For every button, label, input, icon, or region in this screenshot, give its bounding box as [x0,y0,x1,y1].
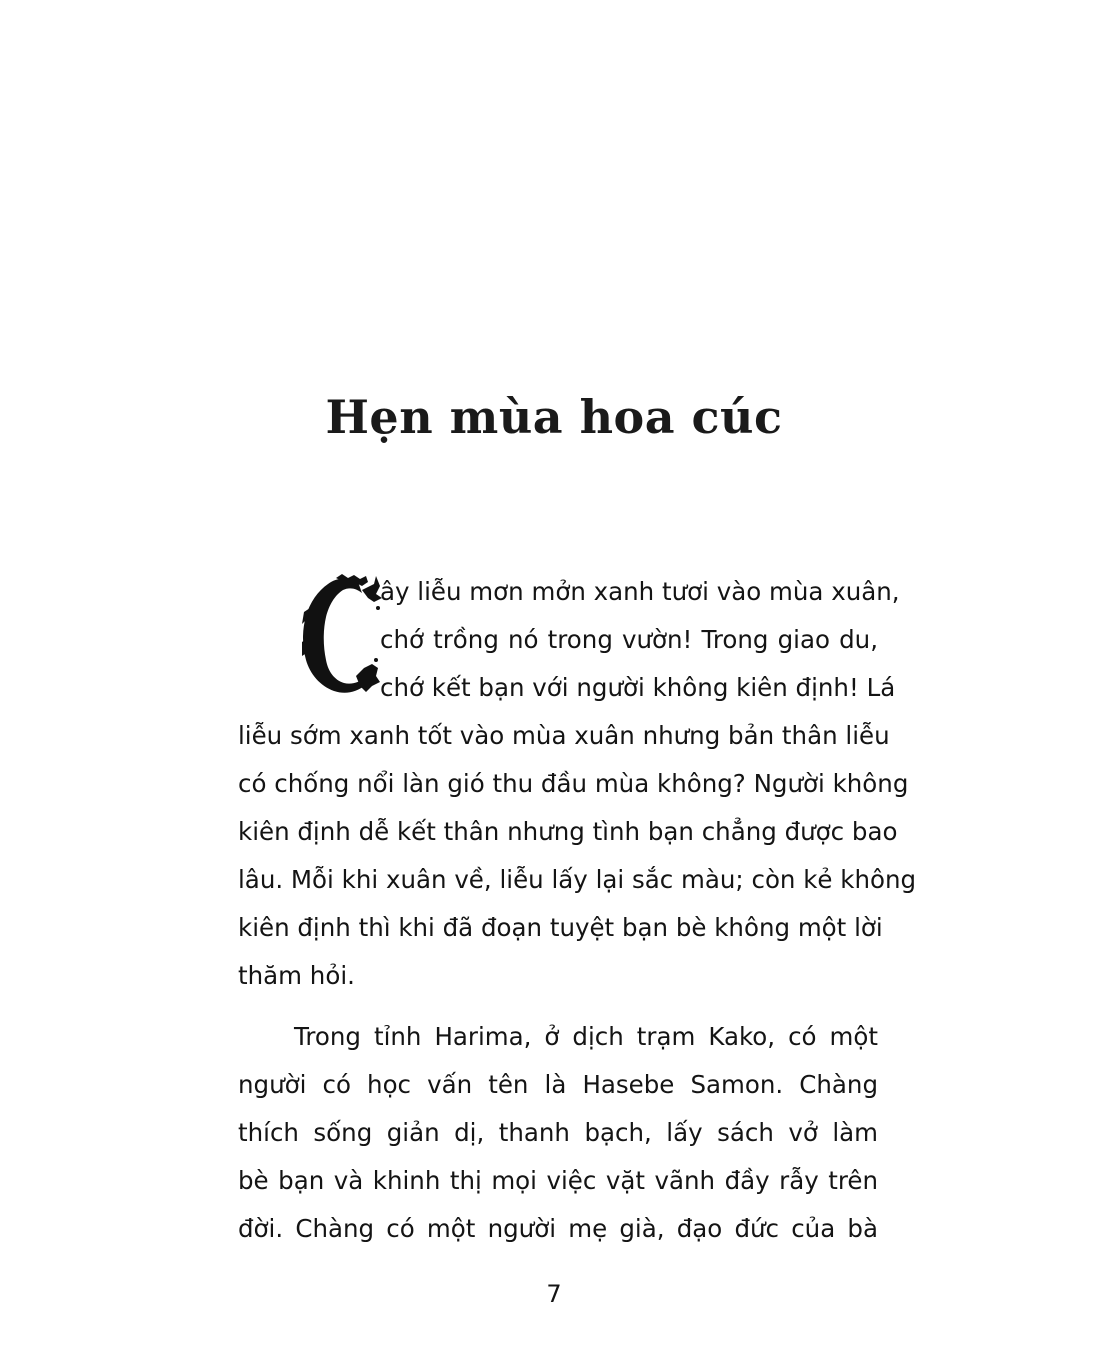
paragraph-1 [238,568,917,1000]
text-line: kiên định thì khi đã đoạn tuyệt bạn bè không một lời [238,913,883,942]
text-line: đời. Chàng có một người mẹ già, đạo đức của bà [238,1214,878,1243]
chapter-body [238,568,917,1253]
text-line: lâu. Mỗi khi xuân về, liễu lấy lại sắc màu; còn kẻ không [238,865,917,894]
text-line: chớ kết bạn với người không kiên định! Lá [380,673,896,702]
text-line: liễu sớm xanh tốt vào mùa xuân nhưng bản thân liễu [238,721,890,750]
text-line: chớ trồng nó trong vườn! Trong giao du, [380,625,878,654]
text-line: thăm hỏi. [238,961,355,990]
chapter-title: Hẹn mùa hoa cúc [325,390,783,444]
text-line: ây liễu mơn mởn xanh tươi vào mùa xuân, [380,577,900,606]
text-line: thích sống giản dị, thanh bạch, lấy sách vở làm [238,1118,878,1147]
text-line: kiên định dễ kết thân nhưng tình bạn chẳng được bao [238,817,898,846]
page-number: 7 [546,1280,562,1308]
text-line: bè bạn và khinh thị mọi việc vặt vãnh đầy rẫy trên [238,1166,878,1195]
text-line: có chống nổi làn gió thu đầu mùa không? Người không [238,769,909,798]
text-line: Trong tỉnh Harima, ở dịch trạm Kako, có một [294,1022,878,1051]
text-line: người có học vấn tên là Hasebe Samon. Chàng [238,1070,878,1099]
paragraph-2 [238,1013,878,1253]
